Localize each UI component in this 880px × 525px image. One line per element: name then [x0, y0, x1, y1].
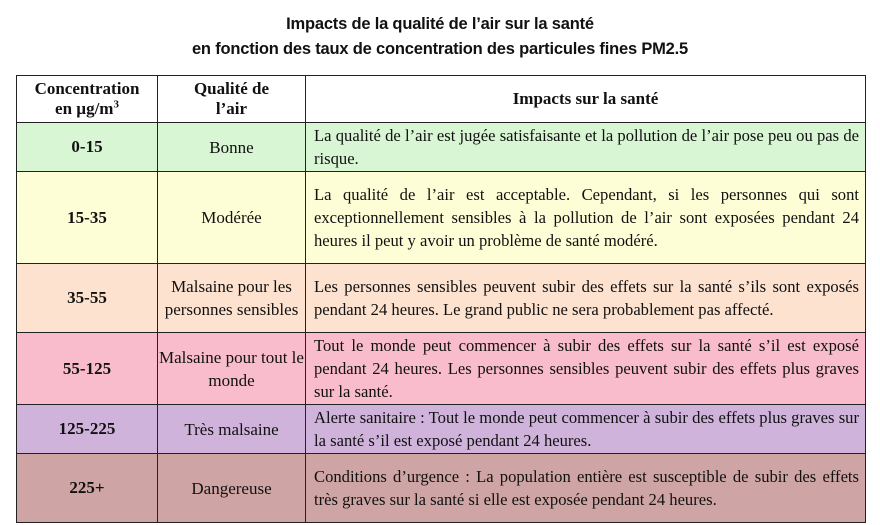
air-quality-table: [16, 75, 866, 523]
quality-cell: Malsaine pour tout le monde: [158, 333, 306, 405]
table-header-row: [17, 76, 866, 123]
impact-cell: Alerte sanitaire : Tout le monde peut commencer à subir des effets plus graves sur la santé s’il est exposé pendant 24 heures.: [306, 405, 866, 454]
concentration-cell: 55-125: [17, 333, 158, 405]
concentration-cell: 35-55: [17, 264, 158, 333]
impact-cell: Tout le monde peut commencer à subir des effets sur la santé s’il est exposé pendant 24 heures. Les personnes sensibles peuvent subir des effets plus graves sur la santé.: [306, 333, 866, 405]
concentration-cell: 15-35: [17, 172, 158, 264]
concentration-cell: 225+: [17, 454, 158, 523]
impact-cell: Conditions d’urgence : La population entière est susceptible de subir des effets très graves sur la santé si elle est exposée pendant 24 heures.: [306, 454, 866, 523]
table-row: [17, 264, 866, 333]
header-impacts: Impacts sur la santé: [306, 76, 866, 123]
impact-cell: Les personnes sensibles peuvent subir des effets sur la santé s’ils sont exposés pendant 24 heures. Le grand public ne sera probablement pas affecté.: [306, 264, 866, 333]
table-row: [17, 123, 866, 172]
header-concentration: Concentration en $\mu g/m^3$: [17, 76, 158, 123]
impact-cell: La qualité de l’air est jugée satisfaisante et la pollution de l’air pose peu ou pas de risque.: [306, 123, 866, 172]
title-line-2: en fonction des taux de concentration des particules fines PM2.5: [191, 40, 689, 58]
title-line-1: Impacts de la qualité de l’air sur la santé: [286, 15, 594, 33]
table-row: [17, 454, 866, 523]
quality-cell: Modérée: [158, 172, 306, 264]
quality-cell: Dangereuse: [158, 454, 306, 523]
concentration-cell: 0-15: [17, 123, 158, 172]
header-quality: Qualité de l’air: [158, 76, 306, 123]
document-title: [0, 12, 880, 62]
table-row: [17, 172, 866, 264]
table-row: [17, 333, 866, 405]
quality-cell: Très malsaine: [158, 405, 306, 454]
table-row: [17, 405, 866, 454]
concentration-cell: 125-225: [17, 405, 158, 454]
impact-cell: La qualité de l’air est acceptable. Cependant, si les personnes qui sont exceptionnellement sensibles à la pollution de l’air sont exposées pendant 24 heures il peut y avoir un problème de santé modéré.: [306, 172, 866, 264]
quality-cell: Bonne: [158, 123, 306, 172]
quality-cell: Malsaine pour les personnes sensibles: [158, 264, 306, 333]
